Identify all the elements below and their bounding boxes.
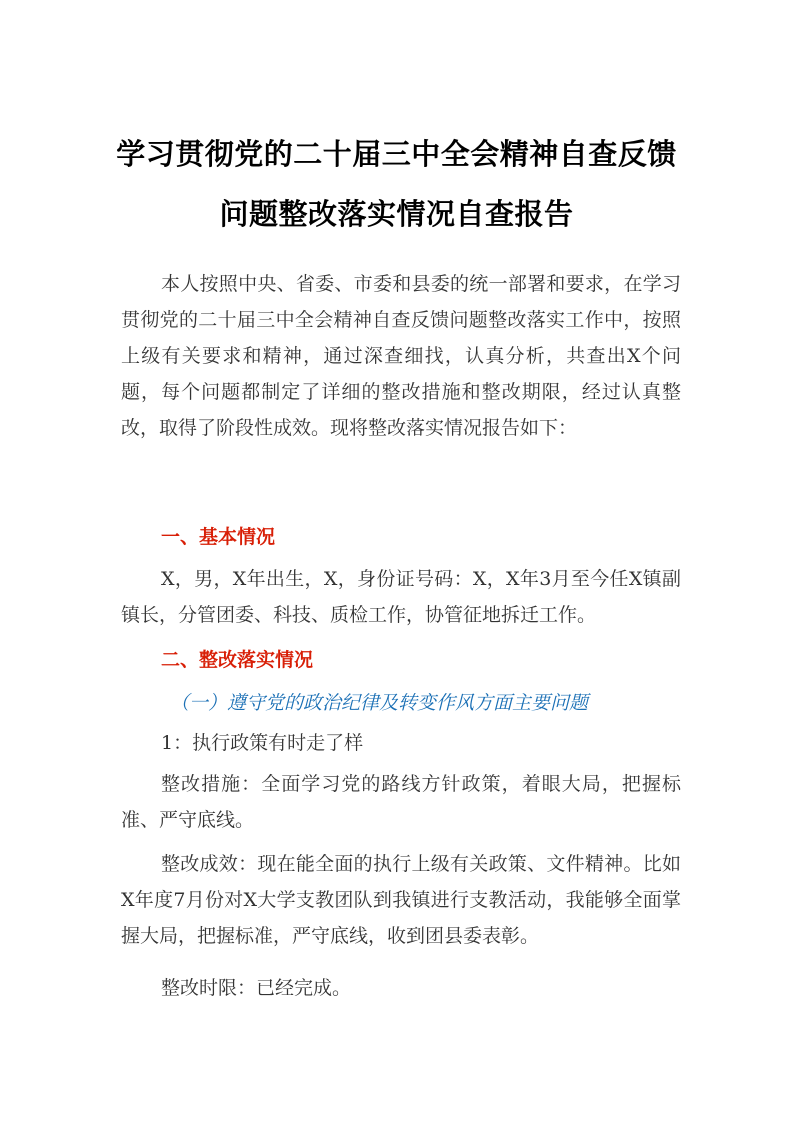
item-1-title: 1：执行政策有时走了样 — [161, 732, 364, 754]
section-1-heading: 一、基本情况 — [161, 526, 276, 548]
section-1-body: X，男，X年出生，X，身份证号码：X，X年3月至今任X镇副镇长，分管团委、科技、质检工作，协管征地拆迁工作。 — [121, 568, 681, 626]
intro-paragraph: 本人按照中央、省委、市委和县委的统一部署和要求，在学习贯彻党的二十届三中全会精神自查反馈问题整改落实工作中，按照上级有关要求和精神，通过深查细找，认真分析，共查出X个问题，每个问题都制定了详细的整改措施和整改期限，经过认真整改，取得了阶段性成效。现将整改落实情况报告如下： — [121, 273, 681, 439]
item-1-results: 整改成效：现在能全面的执行上级有关政策、文件精神。比如X年度7月份对X大学支教团队到我镇进行支教活动，我能够全面掌握大局，把握标准，严守底线，收到团县委表彰。 — [121, 853, 681, 947]
section-2-heading: 二、整改落实情况 — [161, 649, 314, 671]
document-title-line-1: 学习贯彻党的二十届三中全会精神自查反馈 — [116, 137, 677, 171]
item-1-measures: 整改措施：全面学习党的路线方针政策，着眼大局，把握标准、严守底线。 — [121, 773, 681, 831]
item-1-deadline: 整改时限：已经完成。 — [161, 977, 352, 999]
subsection-1-heading: （一）遵守党的政治纪律及转变作风方面主要问题 — [170, 692, 589, 714]
document-title-line-2: 问题整改落实情况自查报告 — [219, 197, 574, 231]
